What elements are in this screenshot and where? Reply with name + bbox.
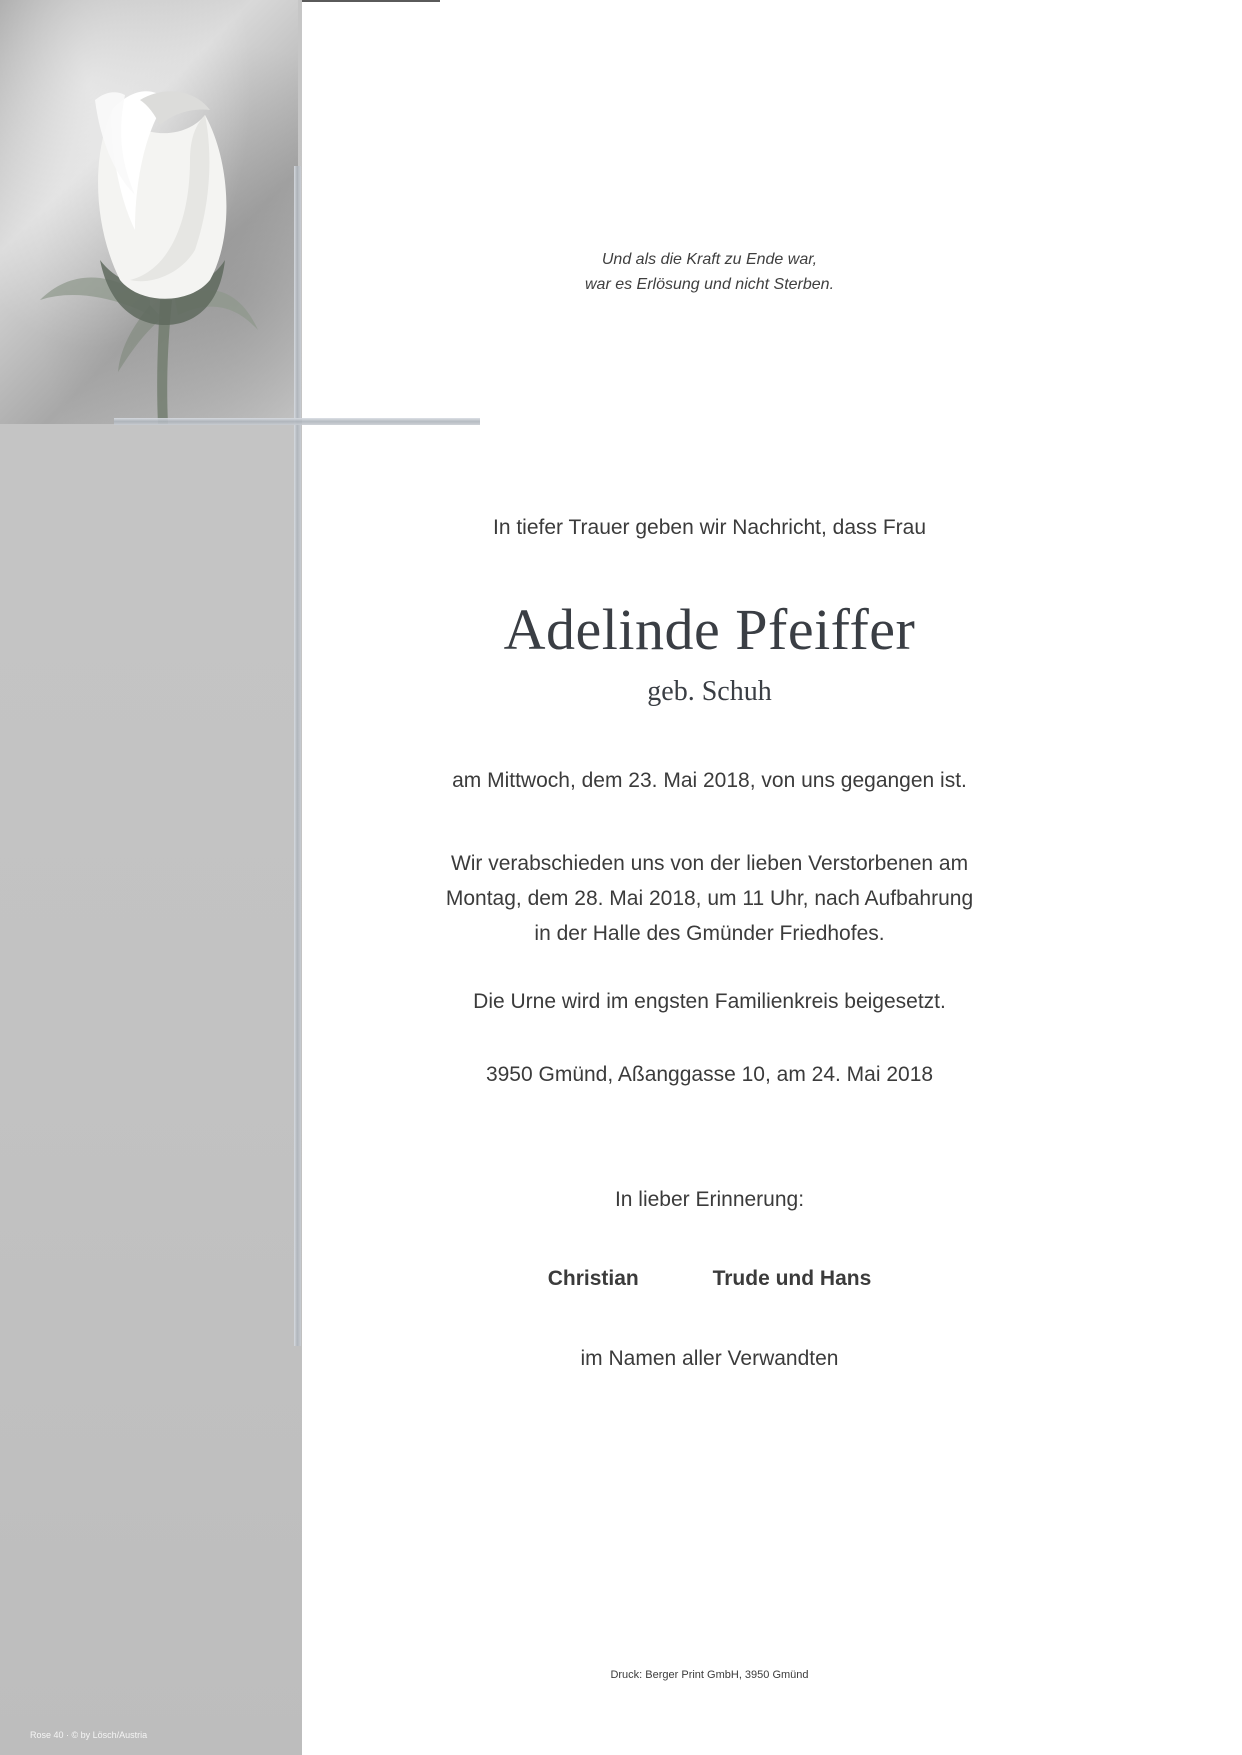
address-date: 3950 Gmünd, Aßanggasse 10, am 24. Mai 2018 (485, 1063, 934, 1086)
farewell-text (302, 846, 1117, 951)
death-notice: am Mittwoch, dem 23. Mai 2018, von uns gegangen ist. (452, 769, 967, 792)
quote-line-1: Und als die Kraft zu Ende war, (601, 251, 818, 268)
intro-text: In tiefer Trauer geben wir Nachricht, dass Frau (492, 516, 927, 539)
sidebar-credit: Rose 40 · © by Lösch/Austria (30, 1730, 148, 1740)
quote-line-2: war es Erlösung und nicht Sterben. (584, 276, 835, 293)
cross-icon (294, 166, 301, 1346)
farewell-line-1: Wir verabschieden uns von der lieben Verstorbenen am (450, 852, 969, 875)
white-rose-icon (0, 0, 298, 424)
farewell-line-3: in der Halle des Gmünder Friedhofes. (534, 922, 885, 945)
relatives-text: im Namen aller Verwandten (580, 1347, 839, 1370)
memorial-quote (302, 247, 1117, 297)
rose-image (0, 0, 298, 424)
sidebar-panel (0, 0, 302, 1755)
deceased-name: Adelinde Pfeiffer (503, 597, 916, 662)
maiden-name: geb. Schuh (647, 676, 772, 707)
mourner-name: Trude und Hans (712, 1267, 872, 1290)
mourners-list (302, 1267, 1117, 1291)
urn-notice: Die Urne wird im engsten Familienkreis beigesetzt. (473, 990, 946, 1013)
mourner-name: Christian (547, 1267, 639, 1290)
farewell-line-2: Montag, dem 28. Mai 2018, um 11 Uhr, nach Aufbahrung (445, 887, 974, 910)
remembrance-heading: In lieber Erinnerung: (614, 1188, 805, 1211)
notice-content (302, 0, 1242, 1755)
printer-credit: Druck: Berger Print GmbH, 3950 Gmünd (610, 1669, 809, 1681)
